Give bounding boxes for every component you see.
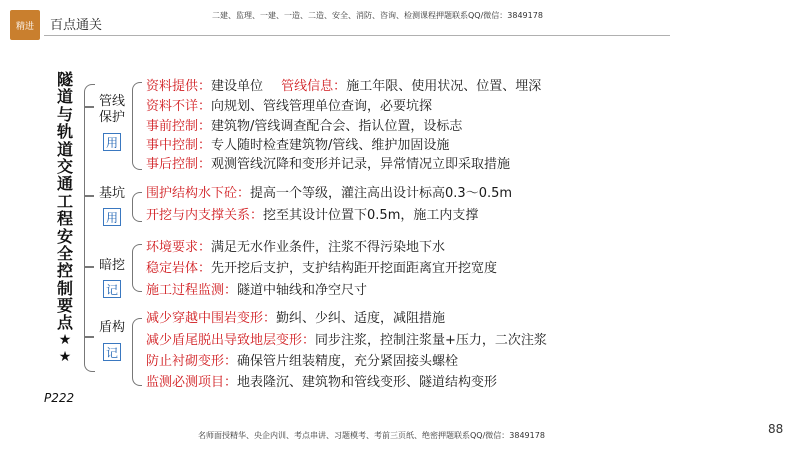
category-shield-tunneling bbox=[96, 320, 128, 336]
category-label-line: 暗挖 bbox=[98, 258, 125, 273]
list-item bbox=[146, 98, 432, 116]
title-char: 通 bbox=[56, 174, 73, 194]
item-value: 勤纠、少纠、适度，减阻措施 bbox=[276, 311, 446, 326]
item-key: 管线信息： bbox=[281, 79, 347, 94]
title-char: 程 bbox=[56, 209, 73, 229]
title-char: 安 bbox=[56, 226, 73, 246]
list-item bbox=[146, 156, 510, 174]
category-label-line: 盾构 bbox=[98, 320, 125, 335]
title-char: 制 bbox=[56, 278, 73, 298]
list-item bbox=[146, 353, 458, 371]
item-key: 减少穿越中围岩变形： bbox=[146, 311, 277, 326]
list-item bbox=[146, 239, 445, 257]
bracket-tick bbox=[84, 266, 94, 268]
item-value: 向规划、管线管理单位查询，必要坑探 bbox=[211, 99, 433, 114]
list-item bbox=[146, 207, 478, 225]
title-char: 点 bbox=[56, 313, 73, 333]
item-value: 满足无水作业条件，注浆不得污染地下水 bbox=[211, 240, 446, 255]
title-char: 与 bbox=[56, 104, 73, 124]
item-value: 隧道中轴线和净空尺寸 bbox=[237, 283, 368, 298]
title-char: 全 bbox=[56, 243, 73, 263]
list-item bbox=[146, 260, 497, 278]
main-bracket bbox=[84, 84, 95, 372]
logo: 精进 bbox=[10, 10, 40, 40]
bracket-tick bbox=[84, 195, 94, 197]
item-value: 建设单位 bbox=[211, 79, 264, 94]
item-key: 环境要求： bbox=[146, 240, 212, 255]
tag-use: 用 bbox=[103, 133, 121, 151]
sub-bracket bbox=[132, 192, 142, 222]
title-char: 工 bbox=[56, 191, 73, 211]
list-item bbox=[146, 310, 445, 328]
category-pipeline-protection bbox=[96, 94, 128, 126]
tag-memorize: 记 bbox=[103, 280, 121, 298]
item-value: 专人随时检查建筑物/管线、维护加固设施 bbox=[211, 138, 450, 153]
header-divider bbox=[44, 35, 670, 36]
list-item bbox=[146, 185, 512, 203]
sub-bracket bbox=[132, 82, 142, 170]
footer-contact-note: 名师面授精华、央企内训、考点串讲、习题模考、考前三页纸、绝密押题联系QQ/微信：3849178 bbox=[198, 431, 545, 440]
brand-title: 百点通关 bbox=[50, 18, 103, 33]
title-char: 隧 bbox=[56, 70, 73, 89]
item-value: 地表隆沉、建筑物和管线变形、隧道结构变形 bbox=[237, 375, 498, 390]
category-label-line: 管线 bbox=[98, 94, 125, 109]
category-label-line: 保护 bbox=[98, 110, 125, 125]
item-value: 先开挖后支护，支护结构距开挖面距离宜开挖宽度 bbox=[211, 261, 498, 276]
tag-memorize: 记 bbox=[103, 343, 121, 361]
item-key: 事后控制： bbox=[146, 157, 212, 172]
star-icon: ★ bbox=[58, 331, 72, 348]
tag-use: 用 bbox=[103, 208, 121, 226]
item-value: 挖至其设计位置下0.5m，施工内支撑 bbox=[263, 208, 479, 223]
header-contact-note: 二建、监理、一建、一造、二造、安全、消防、咨询、检测课程押题联系QQ/微信：3849178 bbox=[212, 11, 543, 20]
list-item bbox=[146, 118, 462, 136]
bracket-tick bbox=[84, 336, 94, 338]
title-char: 轨 bbox=[56, 122, 73, 142]
sub-bracket bbox=[132, 318, 142, 386]
item-key: 稳定岩体： bbox=[146, 261, 212, 276]
item-key: 资料提供： bbox=[146, 79, 212, 94]
item-key: 围护结构水下砼： bbox=[146, 186, 251, 201]
item-key: 施工过程监测： bbox=[146, 283, 238, 298]
category-mining-method bbox=[96, 258, 128, 274]
list-item bbox=[146, 78, 541, 96]
title-char: 要 bbox=[56, 296, 73, 316]
item-key: 事中控制： bbox=[146, 138, 212, 153]
title-char: 道 bbox=[56, 87, 73, 107]
page-reference: P222 bbox=[44, 391, 75, 405]
title-char: 交 bbox=[56, 156, 73, 176]
star-icon: ★ bbox=[58, 348, 72, 365]
list-item bbox=[146, 332, 547, 350]
category-label-line: 基坑 bbox=[98, 186, 125, 201]
item-key: 监测必测项目： bbox=[146, 375, 238, 390]
category-foundation-pit bbox=[96, 186, 128, 202]
bracket-tick bbox=[84, 106, 94, 108]
vertical-title bbox=[56, 71, 74, 366]
item-key: 开挖与内支撑关系： bbox=[146, 208, 264, 223]
title-char: 道 bbox=[56, 139, 73, 159]
item-value: 同步注浆，控制注浆量+压力，二次注浆 bbox=[315, 333, 547, 348]
sub-bracket bbox=[132, 244, 142, 292]
item-value: 施工年限、使用状况、位置、埋深 bbox=[346, 79, 542, 94]
title-char: 控 bbox=[56, 261, 73, 281]
item-key: 防止衬砌变形： bbox=[146, 354, 238, 369]
item-value: 确保管片组装精度，充分紧固接头螺栓 bbox=[237, 354, 459, 369]
item-value: 提高一个等级，灌注高出设计标高0.3～0.5m bbox=[250, 186, 513, 201]
item-key: 事前控制： bbox=[146, 119, 212, 134]
item-key: 减少盾尾脱出导致地层变形： bbox=[146, 333, 316, 348]
item-value: 建筑物/管线调查配合会、指认位置，设标志 bbox=[211, 119, 463, 134]
list-item bbox=[146, 374, 497, 392]
item-key: 资料不详： bbox=[146, 99, 212, 114]
list-item bbox=[146, 282, 367, 300]
list-item bbox=[146, 137, 449, 155]
page-number: 88 bbox=[768, 422, 784, 436]
item-value: 观测管线沉降和变形并记录，异常情况立即采取措施 bbox=[211, 157, 511, 172]
